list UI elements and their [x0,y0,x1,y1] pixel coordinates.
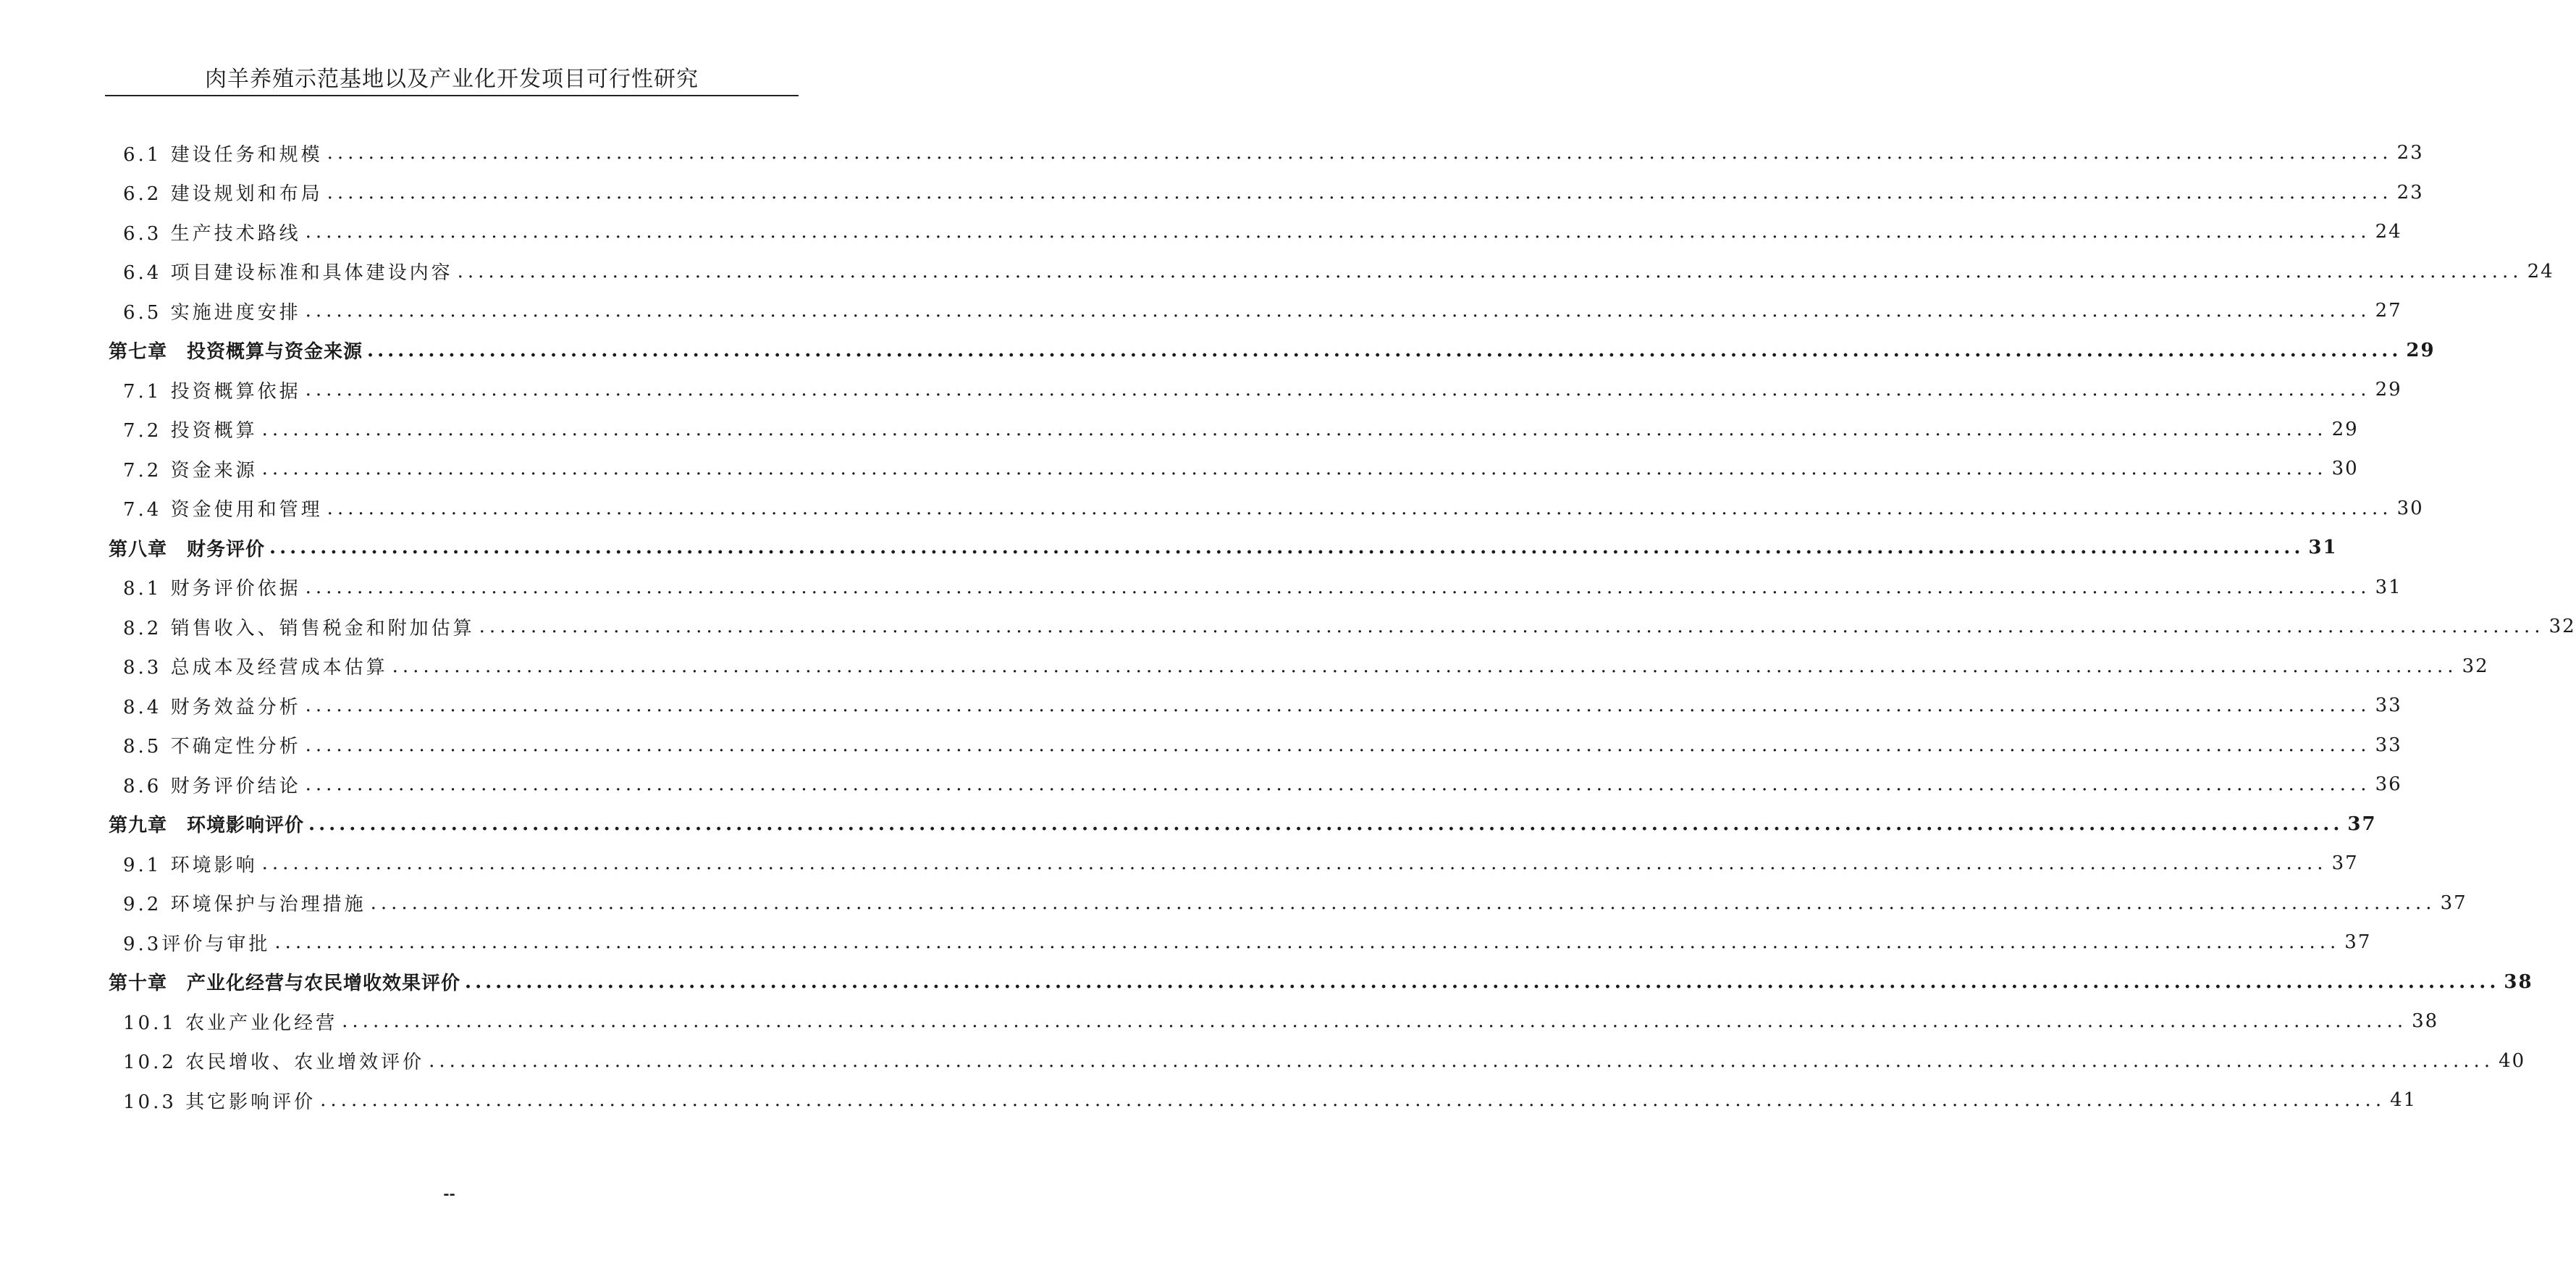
toc-leader-dots: ........................................................................................................................................................................................................ [261,458,2328,480]
toc-section-entry[interactable] [109,647,2489,687]
toc-entry-label: 6.3 生产技术路线 [123,222,301,245]
page-footer-marker: -- [443,1185,455,1202]
toc-entry-label: 第十章 产业化经营与农民增收效果评价 [109,973,461,995]
toc-entry-label: 6.4 项目建设标准和具体建设内容 [123,262,453,285]
toc-entry-label: 10.3 其它影响评价 [123,1091,316,1113]
toc-page-number: 33 [2375,695,2402,717]
toc-leader-dots: ........................................................................................................................................................................................................ [392,655,2458,677]
toc-section-entry[interactable] [109,212,2402,252]
toc-chapter-entry[interactable] [109,962,2533,1002]
toc-page-number: 37 [2344,931,2372,954]
toc-section-entry[interactable] [109,765,2402,805]
toc-leader-dots: ........................................................................................................................................................................................................ [305,773,2371,796]
toc-page-number: 37 [2440,892,2467,914]
toc-leader-dots: ........................................................................................................................................................................................................ [261,852,2328,875]
toc-page-number: 38 [2412,1010,2439,1033]
toc-page-number: 31 [2308,537,2338,559]
toc-page-number: 32 [2548,616,2576,638]
toc-leader-dots: ........................................................................................................................................................................................................ [305,576,2371,598]
toc-leader-dots: ........................................................................................................................................................................................................ [305,734,2371,756]
toc-page-number: 24 [2375,221,2402,243]
toc-entry-label: 10.1 农业产业化经营 [123,1012,338,1034]
toc-leader-dots: ........................................................................................................................................................................................................ [479,616,2545,638]
toc-chapter-entry[interactable] [109,331,2436,371]
toc-page-number: 31 [2375,576,2402,598]
page-header-title: 肉羊养殖示范基地以及产业化开发项目可行性研究 [205,67,699,92]
toc-leader-dots: ........................................................................................................................................................................................................ [429,1049,2495,1072]
toc-entry-label: 6.1 建设任务和规模 [123,143,323,166]
toc-page-number: 27 [2375,300,2402,322]
toc-leader-dots: ........................................................................................................................................................................................................ [327,181,2393,204]
toc-page-number: 40 [2499,1049,2526,1072]
toc-entry-label: 7.2 投资概算 [123,420,258,442]
toc-chapter-entry[interactable] [109,528,2338,568]
toc-leader-dots: ........................................................................................................................................................................................................ [327,497,2393,519]
toc-page-number: 36 [2375,773,2402,796]
table-of-contents [109,133,2576,1120]
toc-page-number: 29 [2375,379,2402,401]
toc-leader-dots: ........................................................................................................................................................................................................ [320,1089,2386,1112]
toc-leader-dots: ........................................................................................................................................................................................................ [305,300,2371,322]
toc-entry-label: 8.6 财务评价结论 [123,775,301,797]
toc-entry-label: 7.2 资金来源 [123,459,258,482]
toc-leader-dots: ........................................................................................................................................................................................................ [305,379,2371,401]
toc-page-number: 29 [2331,418,2359,440]
toc-section-entry[interactable] [109,252,2554,292]
toc-leader-dots: ........................................................................................................................................................................................................ [308,813,2344,835]
toc-section-entry[interactable] [109,686,2402,726]
toc-leader-dots: ........................................................................................................................................................................................................ [465,970,2500,993]
toc-section-entry[interactable] [109,1002,2439,1041]
toc-entry-label: 9.1 环境影响 [123,854,258,876]
toc-page-number: 30 [2331,458,2359,480]
toc-leader-dots: ........................................................................................................................................................................................................ [457,260,2523,282]
toc-chapter-entry[interactable] [109,805,2377,844]
header-divider [105,95,799,96]
toc-page-number: 29 [2406,339,2436,361]
toc-leader-dots: ........................................................................................................................................................................................................ [370,892,2436,914]
toc-leader-dots: ........................................................................................................................................................................................................ [367,339,2402,361]
toc-entry-label: 8.3 总成本及经营成本估算 [123,657,388,679]
toc-leader-dots: ........................................................................................................................................................................................................ [261,418,2328,440]
toc-entry-label: 6.5 实施进度安排 [123,301,301,324]
toc-page-number: 41 [2390,1089,2417,1112]
toc-page-number: 33 [2375,734,2402,756]
toc-entry-label: 8.4 财务效益分析 [123,696,301,718]
toc-section-entry[interactable] [109,923,2372,962]
toc-page-number: 23 [2396,181,2424,204]
toc-entry-label: 第九章 环境影响评价 [109,815,305,837]
toc-leader-dots: ........................................................................................................................................................................................................ [274,931,2341,954]
toc-entry-label: 第八章 财务评价 [109,538,266,561]
toc-section-entry[interactable] [109,1041,2526,1081]
toc-leader-dots: ........................................................................................................................................................................................................ [342,1010,2408,1033]
toc-entry-label: 8.1 财务评价依据 [123,578,301,600]
toc-leader-dots: ........................................................................................................................................................................................................ [327,142,2393,164]
toc-section-entry[interactable] [109,410,2359,450]
toc-entry-label: 7.1 投资概算依据 [123,380,301,403]
toc-page-number: 37 [2331,852,2359,875]
toc-section-entry[interactable] [109,291,2402,331]
toc-entry-label: 10.2 农民增收、农业增效评价 [123,1052,425,1074]
toc-section-entry[interactable] [109,607,2576,647]
toc-entry-label: 第七章 投资概算与资金来源 [109,341,363,364]
toc-section-entry[interactable] [109,489,2424,529]
toc-section-entry[interactable] [109,884,2467,923]
toc-page-number: 24 [2527,260,2554,282]
toc-page-number: 37 [2347,813,2377,835]
toc-section-entry[interactable] [109,568,2402,608]
toc-entry-label: 6.2 建设规划和布局 [123,183,323,206]
toc-entry-label: 8.2 销售收入、销售税金和附加估算 [123,617,475,639]
toc-section-entry[interactable] [109,370,2402,410]
toc-entry-label: 8.5 不确定性分析 [123,736,301,758]
toc-section-entry[interactable] [109,173,2424,213]
toc-leader-dots: ........................................................................................................................................................................................................ [269,537,2304,559]
toc-section-entry[interactable] [109,133,2424,173]
toc-page-number: 30 [2396,497,2424,519]
toc-section-entry[interactable] [109,726,2402,765]
toc-leader-dots: ........................................................................................................................................................................................................ [305,695,2371,717]
toc-entry-label: 9.2 环境保护与治理措施 [123,894,366,916]
toc-entry-label: 9.3评价与审批 [123,933,271,955]
toc-section-entry[interactable] [109,449,2359,489]
toc-page-number: 38 [2504,970,2533,993]
toc-leader-dots: ........................................................................................................................................................................................................ [305,221,2371,243]
toc-page-number: 23 [2396,142,2424,164]
toc-section-entry[interactable] [109,1081,2417,1120]
toc-page-number: 32 [2462,655,2489,677]
toc-entry-label: 7.4 资金使用和管理 [123,499,323,521]
toc-section-entry[interactable] [109,844,2359,884]
